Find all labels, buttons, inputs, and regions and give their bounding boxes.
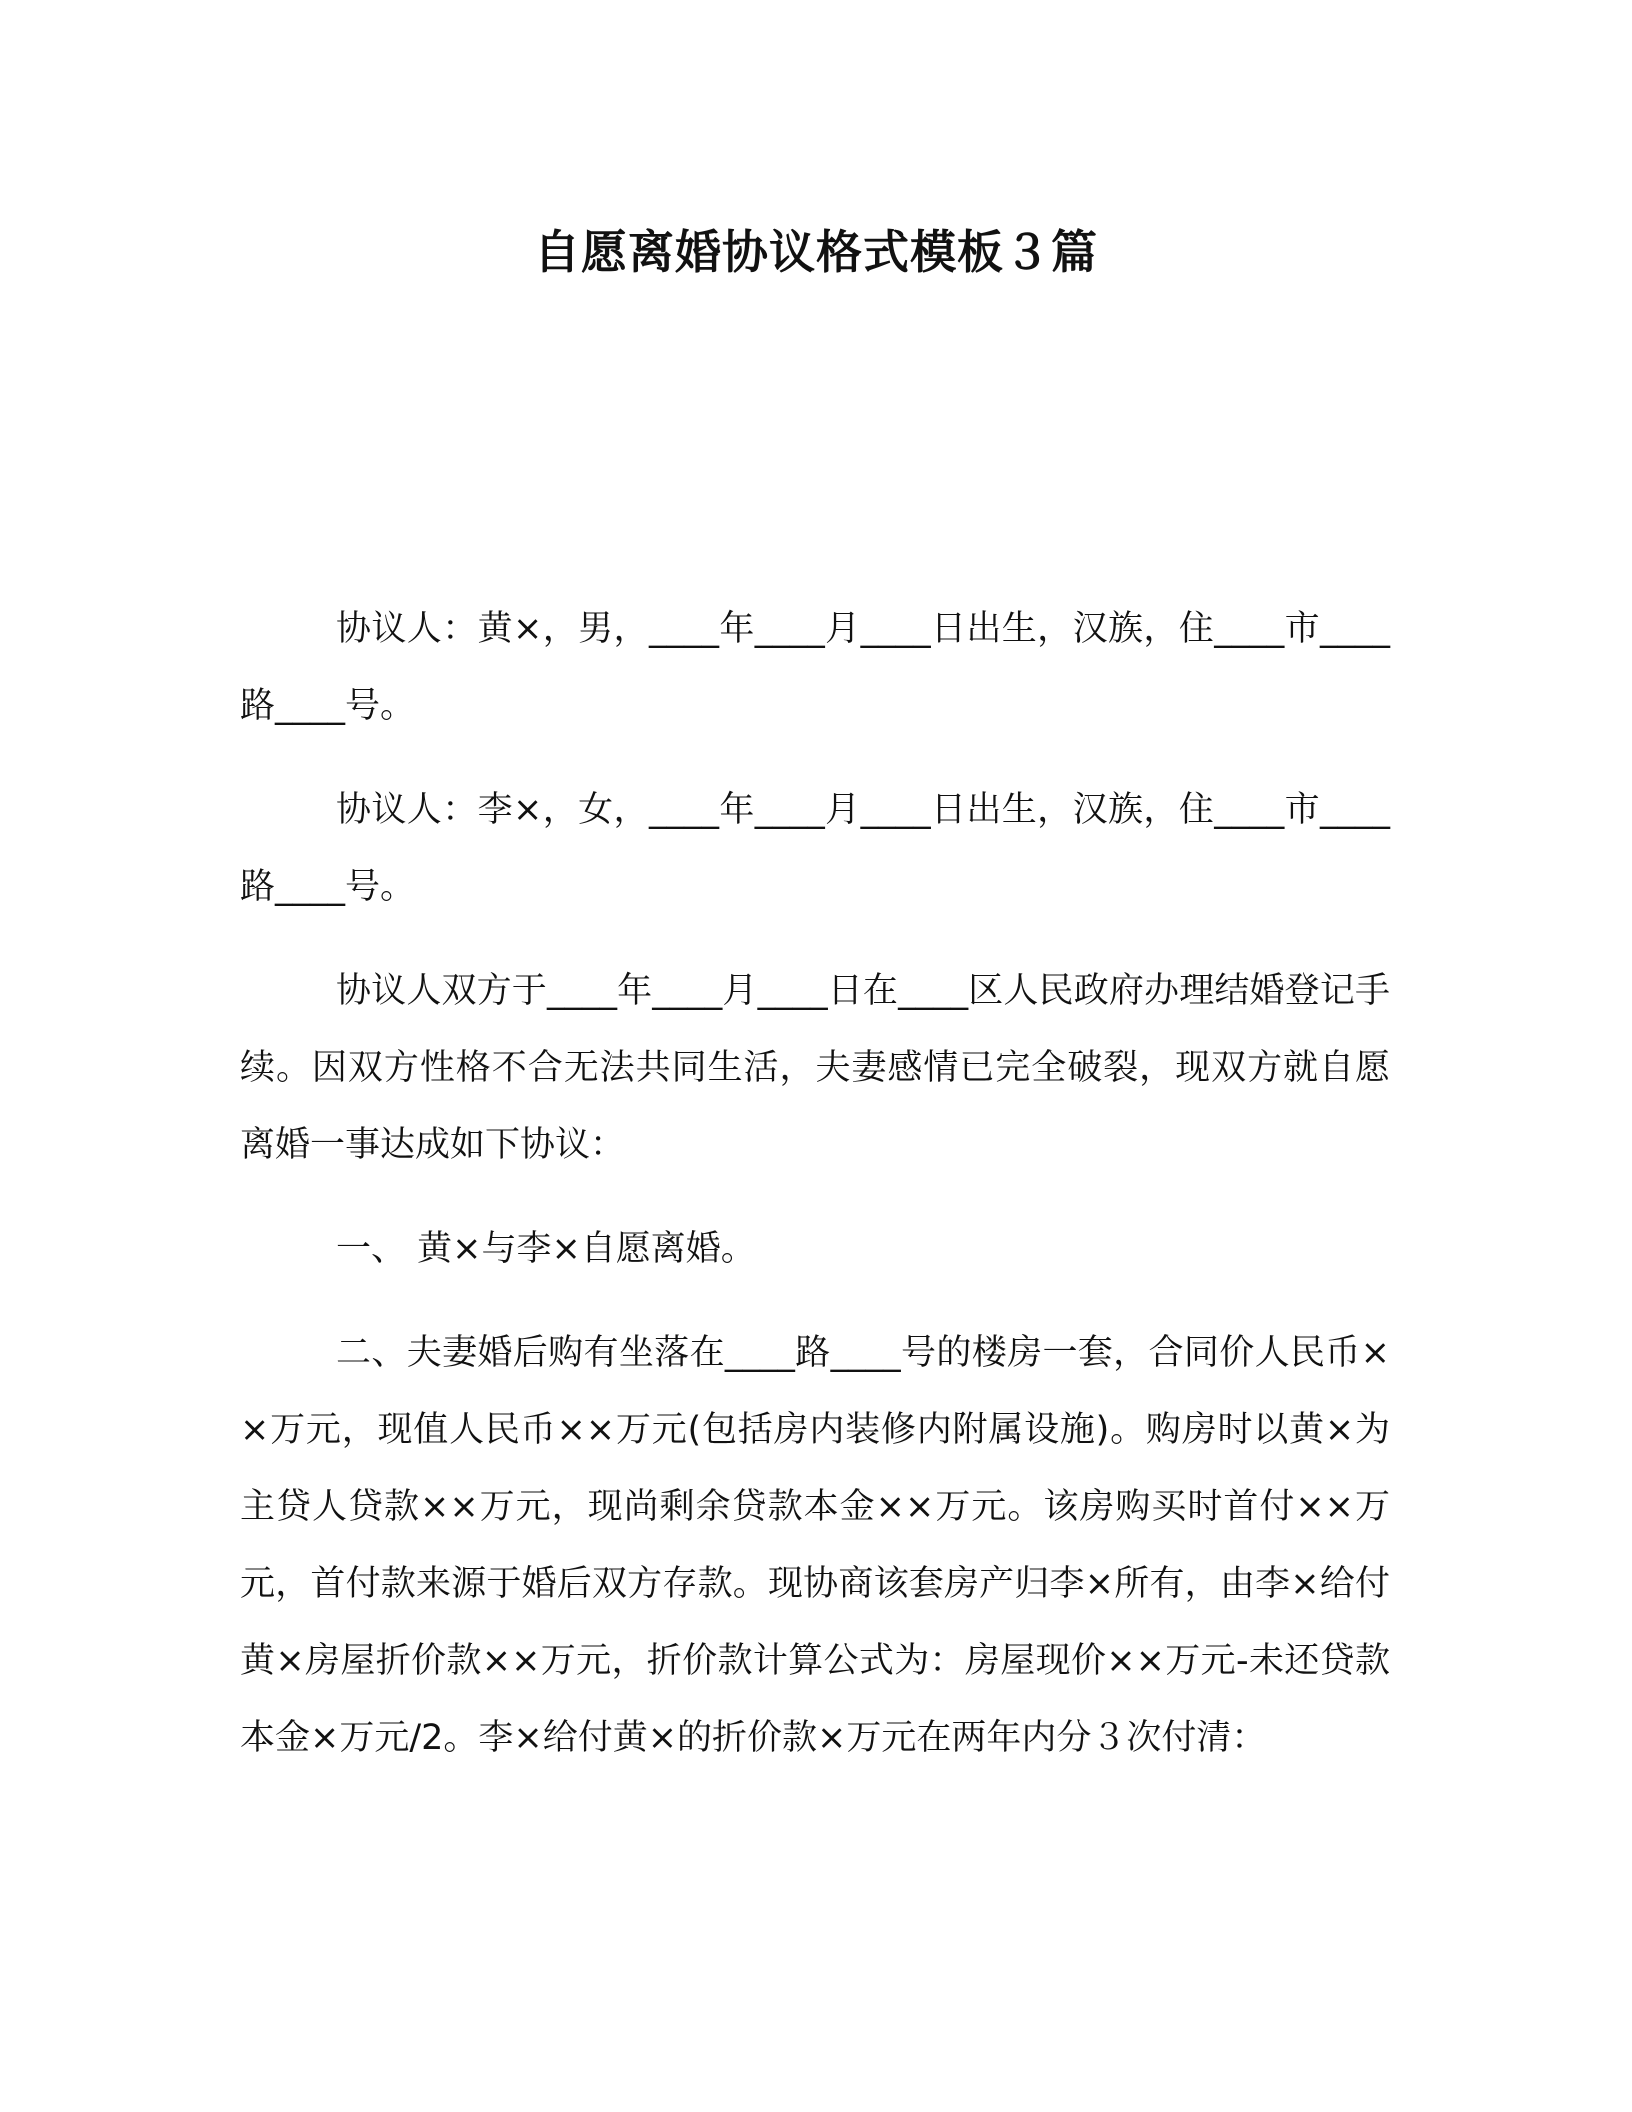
paragraph-party-li: 协议人：李×，女，____年____月____日出生，汉族，住____市____路____号。 [240, 790, 1390, 907]
document-title: 自愿离婚协议格式模板３篇 [534, 225, 1098, 279]
paragraph-party-huang: 协议人：黄×，男，____年____月____日出生，汉族，住____市____路____号。 [240, 609, 1390, 726]
paragraph-clause-1: 一、 黄×与李×自愿离婚。 [336, 1229, 756, 1269]
document-body [240, 591, 1390, 1804]
paragraph-background: 协议人双方于____年____月____日在____区人民政府办理结婚登记手续。因双方性格不合无法共同生活，夫妻感情已完全破裂，现双方就自愿离婚一事达成如下协议： [240, 971, 1390, 1165]
paragraph-clause-2: 二、夫妻婚后购有坐落在____路____号的楼房一套，合同价人民币××万元，现值人民币××万元(包括房内装修内附属设施)。购房时以黄×为主贷人贷款××万元，现尚剩余贷款本金××万元。该房购买时首付××万元，首付款来源于婚后双方存款。现协商该套房产归李×所有，由李×给付黄×房屋折价款××万元，折价款计算公式为：房屋现价××万元-未还贷款本金×万元/2。李×给付黄×的折价款×万元在两年内分３次付清： [240, 1333, 1390, 1758]
